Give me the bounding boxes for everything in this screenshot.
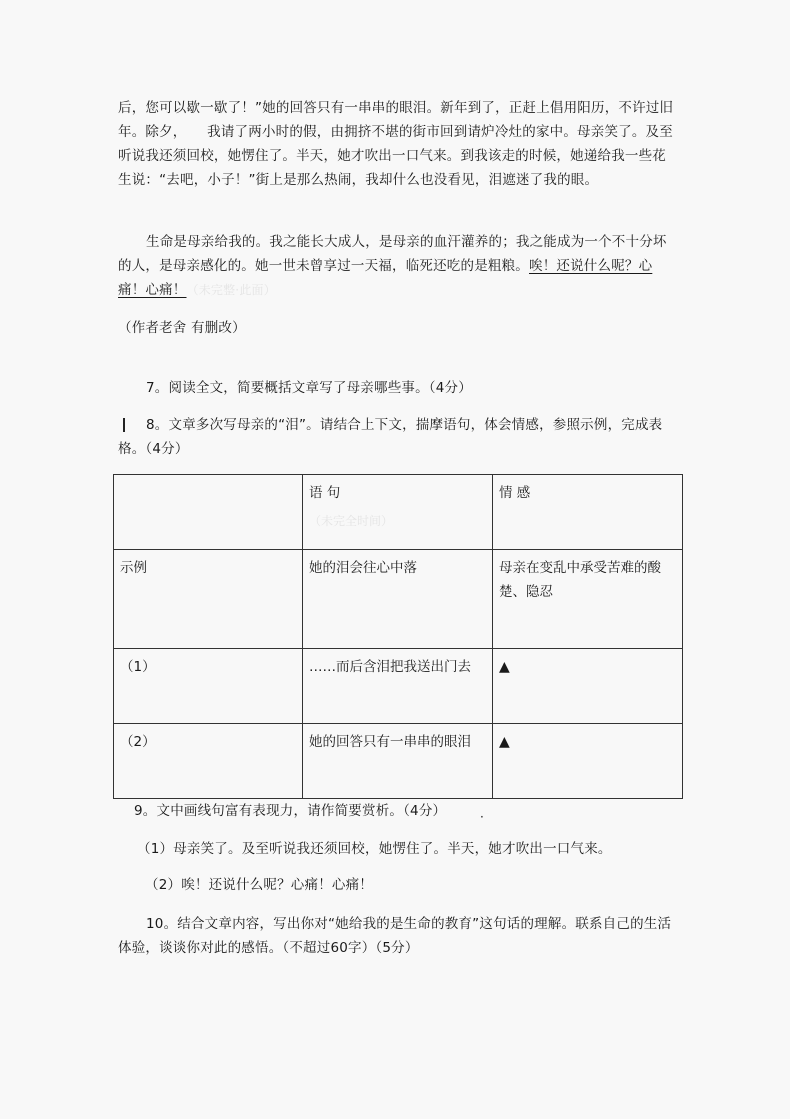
row-sentence: ……而后含泪把我送出门去 <box>303 649 493 724</box>
table-row <box>114 724 683 799</box>
question-7: 7。阅读全文，简要概括文章写了母亲哪些事。（4分） <box>146 380 472 396</box>
header-cell-sentence <box>303 475 493 550</box>
table-row <box>114 550 683 649</box>
row-label: （1） <box>114 649 303 724</box>
question-10: 10。结合文章内容，写出你对“她给我的是生命的教育”这句话的理解。联系自己的生活体验，谈谈你对此的感悟。（不超过60字）（5分） <box>118 916 672 956</box>
header-faint-note: （未完全时间） <box>309 514 394 528</box>
emotion-table <box>113 474 683 799</box>
question-9-part-2: （2）唉！还说什么呢？心痛！心痛！ <box>145 877 373 893</box>
question-8: 8。文章多次写母亲的“泪”。请结合上下文，揣摩语句，体会情感，参照示例，完成表格。（4分） <box>118 417 663 457</box>
faint-annotation: （未完整·此面） <box>186 283 276 297</box>
paragraph-2 <box>118 230 678 302</box>
header-cell-blank <box>114 475 303 550</box>
table-header-row <box>114 475 683 550</box>
row-emotion: 母亲在变乱中承受苦难的酸楚、隐忍 <box>493 550 683 649</box>
stray-dot: · <box>480 810 484 824</box>
row-label: （2） <box>114 724 303 799</box>
question-9-part-1: （1）母亲笑了。及至听说我还须回校，她愣住了。半天，她才吹出一口气来。 <box>137 841 612 857</box>
row-sentence: 她的回答只有一串串的眼泪 <box>303 724 493 799</box>
underlined-sentence: 唉！还说什么呢？心痛！心痛！ <box>118 258 653 298</box>
answer-placeholder-icon[interactable]: ▲ <box>493 649 683 724</box>
row-sentence: 她的泪会往心中落 <box>303 550 493 649</box>
source-note: （作者老舍 有删改） <box>118 320 246 336</box>
row-label: 示例 <box>114 550 303 649</box>
question-9: 9。文中画线句富有表现力，请作简要赏析。（4分） <box>134 803 447 819</box>
table-row <box>114 649 683 724</box>
paragraph-1: 后，您可以歇一歇了！”她的回答只有一串串的眼泪。新年到了，正赶上倡用阳历，不许过旧年。除夕， 我请了两小时的假，由拥挤不堪的街市回到请炉冷灶的家中。母亲笑了。及至听说我还须回校，她愣住了。半天，她才吹出一口气来。到我该走的时候，她递给我一些花生说：“去吧，小子！”街上是那么热闹，我却什么也没看见，泪遮迷了我的眼。 <box>118 100 674 188</box>
answer-placeholder-icon[interactable]: ▲ <box>493 724 683 799</box>
header-cell-emotion: 情 感 <box>493 475 683 550</box>
paragraph-2-text: 生命是母亲给我的。我之能长大成人，是母亲的血汗灌养的；我之能成为一个不十分坏的人，是母亲感化的。她一世未曾享过一天福，临死还吃的是粗粮。 <box>118 234 667 274</box>
header-sentence-label: 语 句 <box>309 485 341 501</box>
